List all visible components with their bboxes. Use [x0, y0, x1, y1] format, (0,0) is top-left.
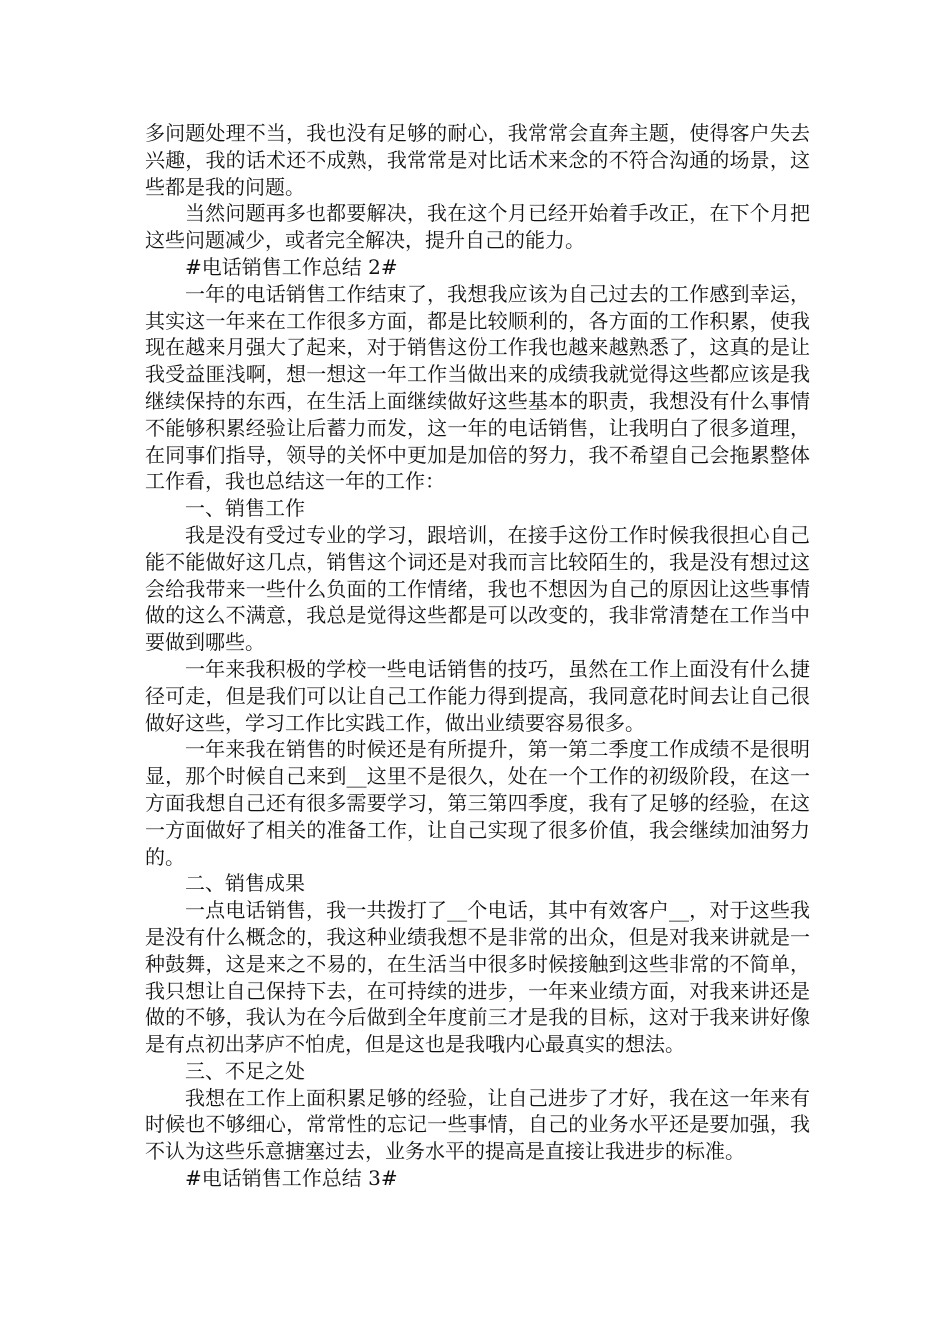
paragraph-continuation: 多问题处理不当，我也没有足够的耐心，我常常会直奔主题，使得客户失去兴趣，我的话术还不成熟，我常常是对比话术来念的不符合沟通的场景，这些都是我的问题。 [145, 121, 810, 199]
paragraph: 一年来我在销售的时候还是有所提升，第一第二季度工作成绩不是很明显，那个时候自己来到__这里不是很久，处在一个工作的初级阶段，在这一方面我想自己还有很多需要学习，第三第四季度，我有了足够的经验，在这一方面做好了相关的准备工作，让自己实现了很多价值，我会继续加油努力的。 [145, 737, 810, 869]
section-heading: #电话销售工作总结 2# [185, 254, 398, 279]
subsection-heading: 三、不足之处 [185, 1058, 305, 1083]
paragraph: 一点电话销售，我一共拨打了__个电话，其中有效客户__，对于这些我是没有什么概念的，我这种业绩我想不是非常的出众，但是对我来讲就是一种鼓舞，这是来之不易的，在生活当中很多时候接触到这些非常的不简单，我只想让自己保持下去，在可持续的进步，一年来业绩方面，对我来讲还是做的不够，我认为在今后做到全年度前三才是我的目标，这对于我来讲好像是有点初出茅庐不怕虎，但是这也是我哦内心最真实的想法。 [145, 898, 810, 1057]
paragraph: 一年的电话销售工作结束了，我想我应该为自己过去的工作感到幸运，其实这一年来在工作很多方面，都是比较顺利的，各方面的工作积累，使我现在越来月强大了起来，对于销售这份工作我也越来越熟悉了，这真的是让我受益匪浅啊，想一想这一年工作当做出来的成绩我就觉得这些都应该是我继续保持的东西，在生活上面继续做好这些基本的职责，我想没有什么事情不能够积累经验让后蓄力而发，这一年的电话销售，让我明白了很多道理，在同事们指导，领导的关怀中更加是加倍的努力，我不希望自己会拖累整体工作看，我也总结这一年的工作： [145, 281, 810, 494]
paragraph: 一年来我积极的学校一些电话销售的技巧，虽然在工作上面没有什么捷径可走，但是我们可以让自己工作能力得到提高，我同意花时间去让自己很做好这些，学习工作比实践工作，做出业绩要容易很多。 [145, 656, 810, 735]
paragraph: 我想在工作上面积累足够的经验，让自己进步了才好，我在这一年来有时候也不够细心，常常性的忘记一些事情，自己的业务水平还是要加强，我不认为这些乐意搪塞过去，业务水平的提高是直接让我进步的标准。 [145, 1085, 810, 1164]
subsection-heading: 二、销售成果 [185, 871, 305, 896]
paragraph: 当然问题再多也都要解决，我在这个月已经开始着手改正，在下个月把这些问题减少，或者完全解决，提升自己的能力。 [145, 201, 810, 253]
section-heading: #电话销售工作总结 3# [185, 1166, 398, 1191]
subsection-heading: 一、销售工作 [185, 496, 305, 521]
paragraph: 我是没有受过专业的学习，跟培训，在接手这份工作时候我很担心自己能不能做好这几点，销售这个词还是对我而言比较陌生的，我是没有想过这会给我带来一些什么负面的工作情绪，我也不想因为自己的原因让这些事情做的这么不满意，我总是觉得这些都是可以改变的，我非常清楚在工作当中要做到哪些。 [145, 522, 810, 655]
document-page [145, 120, 810, 1192]
